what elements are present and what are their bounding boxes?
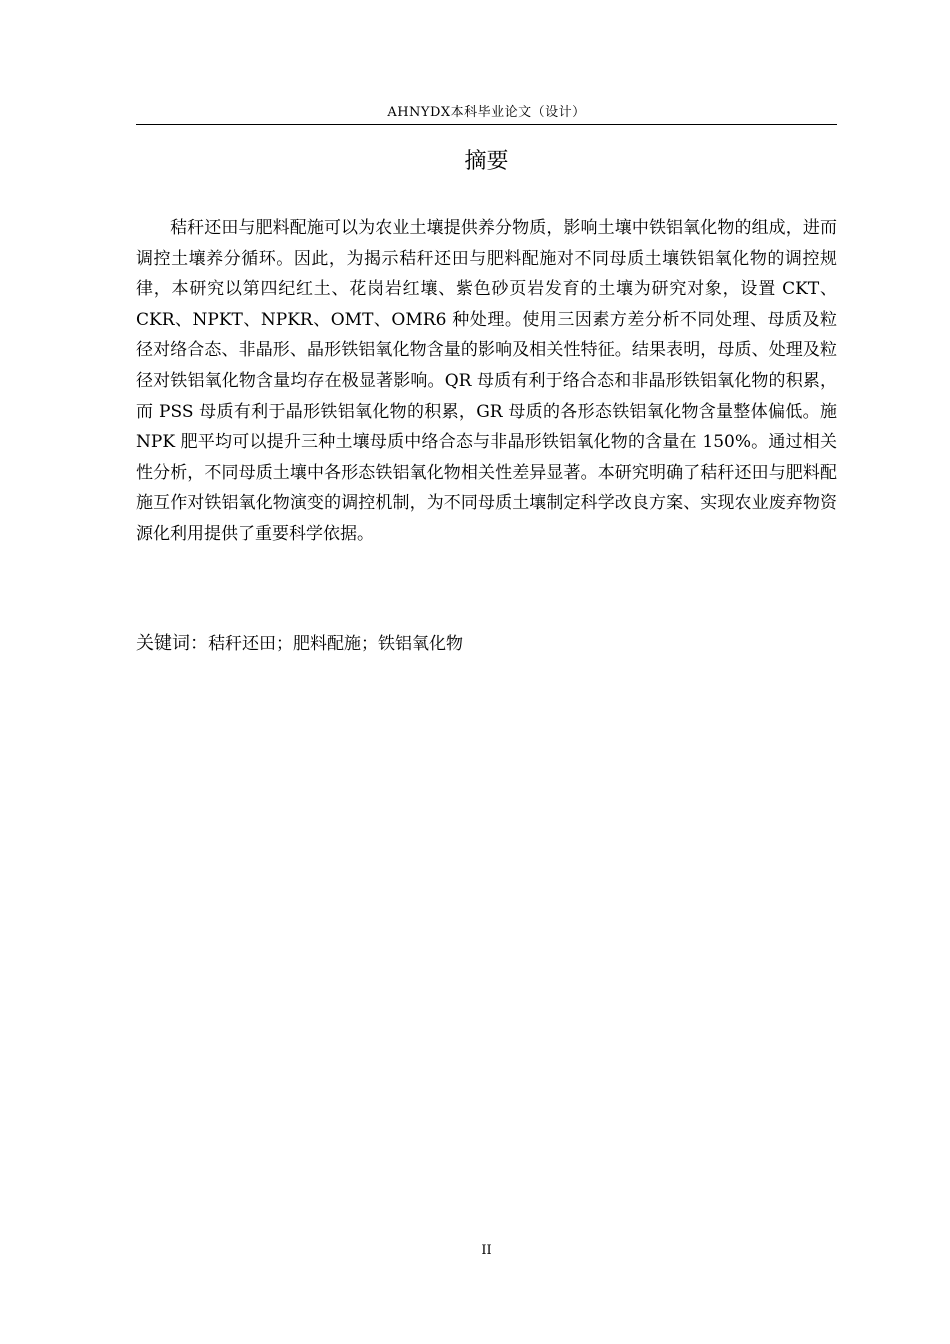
keywords-value: 秸秆还田；肥料配施；铁铝氧化物: [208, 634, 463, 654]
abstract-body: 秸秆还田与肥料配施可以为农业土壤提供养分物质，影响土壤中铁铝氧化物的组成，进而调控土壤养分循环。因此，为揭示秸秆还田与肥料配施对不同母质土壤铁铝氧化物的调控规律，本研究以第四纪红土、花岗岩红壤、紫色砂页岩发育的土壤为研究对象，设置 CKT、CKR、NPKT、NPKR、OMT、OMR6 种处理。使用三因素方差分析不同处理、母质及粒径对络合态、非晶形、晶形铁铝氧化物含量的影响及相关性特征。结果表明，母质、处理及粒径对铁铝氧化物含量均存在极显著影响。QR 母质有利于络合态和非晶形铁铝氧化物的积累，而 PSS 母质有利于晶形铁铝氧化物的积累，GR 母质的各形态铁铝氧化物含量整体偏低。施 NPK 肥平均可以提升三种土壤母质中络合态与非晶形铁铝氧化物的含量在 150%。通过相关性分析，不同母质土壤中各形态铁铝氧化物相关性差异显著。本研究明确了秸秆还田与肥料配施互作对铁铝氧化物演变的调控机制，为不同母质土壤制定科学改良方案、实现农业废弃物资源化利用提供了重要科学依据。: [136, 218, 837, 544]
keywords-line: [136, 629, 837, 659]
page-number: II: [481, 1243, 492, 1258]
header-divider: [136, 124, 837, 125]
keywords-label: 关键词：: [136, 633, 208, 654]
running-header: AHNYDX本科毕业论文（设计）: [387, 105, 586, 120]
abstract-title: 摘要: [464, 149, 509, 174]
